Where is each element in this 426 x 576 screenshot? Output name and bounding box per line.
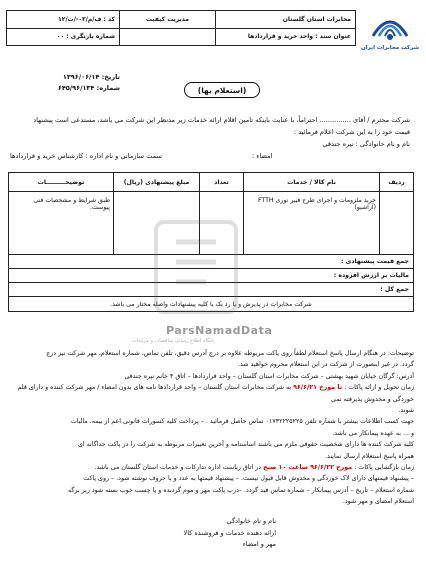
intro-text bbox=[10, 114, 410, 162]
watermark-site: ParsNamadData bbox=[166, 324, 273, 337]
note-line: استعلام امضای و مهر شود. bbox=[342, 498, 414, 506]
note-line: همراه پاسخ استعلام ارسال نمایند. bbox=[325, 452, 414, 460]
note-line: شماره استعلام – تاریخ – آدرس پیمانکار – شماره تماس قید گردد. –درب پاکت مهر و موم گردیده و یا چسب خوب بسته شود زیر برگه bbox=[67, 486, 414, 494]
signature-name-label: نام و نام خانوادگی bbox=[226, 517, 276, 525]
opening-time-line: زمان بازگشایی پاکات : مورخ ۹۶/۶/۲۲ ساعت ۱۰ صبح در اتاق ریاست اداره تدارکات و خدمات استان گلستان می باشد. bbox=[94, 464, 414, 472]
header-revision: شماره بازنگری : ۰۰ bbox=[7, 28, 119, 46]
table-header-row bbox=[9, 173, 413, 192]
col-header-name: نام کالا / خدمات bbox=[243, 173, 379, 191]
document-heading: (استعلام بها) bbox=[184, 82, 260, 98]
note-line: – پیشنهاد قیمتهای دارای لاک خوردگی و مخدوش قابل قبول نیست. – پیشنهاد قیمتها به عدد و با حروف نوشته شود. – روی پاکت bbox=[83, 475, 414, 483]
cell-row bbox=[379, 192, 413, 254]
col-header-desc: توضیحـــــــــات bbox=[37, 178, 85, 186]
opening-time: مورخ ۹۶/۶/۲۲ ساعت ۱۰ صبح bbox=[263, 464, 353, 472]
vat-row: مالیات بر ارزش افزوده : bbox=[9, 269, 413, 283]
document-number: شماره: ۶۴۵/۹۶/۱۳۴ bbox=[57, 84, 120, 92]
total-offer-row: جمع قیمت پیشنهادی : bbox=[9, 255, 413, 269]
header-doc-title: عنوان سند : واحد خرید و قراردادها bbox=[216, 28, 355, 46]
date-number-block bbox=[30, 72, 120, 94]
company-logo bbox=[360, 6, 420, 62]
intro-line-4: سمت سازمانی و نام اداره : کارشناس خرید و قراردادها bbox=[10, 152, 162, 160]
header-company: مخابرات استان گلستان bbox=[282, 15, 351, 23]
telecom-logo-icon bbox=[367, 6, 413, 44]
col-header-qty: تعداد bbox=[199, 173, 243, 191]
note-line: توضیحات: در هنگام ارسال پاسخ استعلام لطفاً روی پاکت مربوطه علاوه بر درج آدرس دقیق، تلفن تماس، شماره استعلام، مهر شرکت نیز درج bbox=[46, 350, 414, 357]
grand-total-row: جمع کل : bbox=[9, 283, 413, 297]
watermark-logo-icon bbox=[136, 212, 256, 322]
note-line: و ... به عهده پیمانکار می باشد. bbox=[332, 429, 414, 437]
note-line: کلیه شرکت کننده ها دارای شخصیت حقوقی ملزم می باشند اساسنامه و آخرین تغییرات مربوطه به شرکت را در پاکت جداگانه ای bbox=[77, 441, 414, 449]
intro-line-3: نام و نام خانوادگی : نیره جندقی bbox=[322, 140, 410, 148]
watermark-caption: پایگاه اطلاع رسانی مناقصات و مزایدات bbox=[132, 338, 215, 344]
col-header-row: ردیف bbox=[379, 173, 413, 191]
header-department: مدیریت کیفیت bbox=[146, 15, 189, 23]
note-line: جهت کسب اطلاعات بیشتر با شماره تلفن ۰۱۷۳۲۲۲۵۲۲۵ تماس حاصل فرمائید . – پرداخت کلیه کسورات قانونی اعم از بیمه، مالیات bbox=[70, 418, 414, 426]
table-note-row: شرکت مخابرات در پذیرش و یا رد یک یا کلیه پیشنهادات واصله مختار می باشد. bbox=[110, 300, 312, 308]
header-col-middle bbox=[119, 11, 215, 45]
cell-name: خرید ملزومات و اجرای طرح فیبر نوری FTTH (آراشیو) bbox=[243, 192, 379, 254]
intro-line-2: قیمت خود را به این شرکت اعلام فرمائید : bbox=[293, 128, 410, 136]
intro-line-1: شرکت محترم / آقای ............... احتراماً، با عنایت باینکه تامین اقلام ارائه خدمات زیر مدنظر این شرکت می باشد، مستدعی است پیشنهاد bbox=[33, 116, 410, 124]
document-date: تاریخ: ۱۳۹۶/۰۶/۱۴ bbox=[62, 73, 120, 81]
header-col-right bbox=[215, 11, 355, 45]
logo-text: شرکت مخابرات ایران bbox=[361, 45, 419, 51]
signature-block bbox=[156, 516, 276, 551]
notes-section bbox=[10, 348, 414, 508]
header-table bbox=[6, 10, 356, 46]
header-col-left bbox=[7, 11, 119, 45]
document-page bbox=[6, 6, 420, 572]
cell-desc: طبق شرایط و مشخصات فنی پیوست. bbox=[33, 197, 110, 211]
note-line: گردد. در غیر اینصورت از شرکت در این استعلام محروم خواهید شد. bbox=[237, 361, 414, 369]
signature-stamp-label: مهر و امضاء bbox=[242, 540, 276, 548]
signature-provider-label: ارائه دهنده خدمات و فروشنده کالا bbox=[183, 528, 276, 537]
document-header bbox=[6, 6, 420, 64]
delivery-deadline: تا مورخ ۹۶/۶/۲۱ bbox=[293, 384, 343, 392]
note-line: آدرس: گرگان خیابان شهید بهشتی – شرکت مخابرات استان گلستان – واحد قراردادها – اتاق ۴ خانم نیره جندقی bbox=[124, 372, 414, 380]
col-header-price: مبلغ پیشنهادی (ریال) bbox=[113, 173, 199, 191]
header-code: کد : ف/م/۰۳-/ت/۱۲ bbox=[58, 15, 115, 23]
intro-signature-label: امضاء : bbox=[251, 152, 273, 160]
note-line: شوند. bbox=[398, 407, 414, 415]
delivery-deadline-line: زمان تحویل و ارائه پاکات : تا مورخ ۹۶/۶/۲۱ به شرکت مخابرات استان گلستان – واحد قراردادها نامه های بدون امضاء / مهر شرکت کننده و دارای قلم خوردگی و مخدوش پذیرفته نمی bbox=[17, 384, 414, 403]
